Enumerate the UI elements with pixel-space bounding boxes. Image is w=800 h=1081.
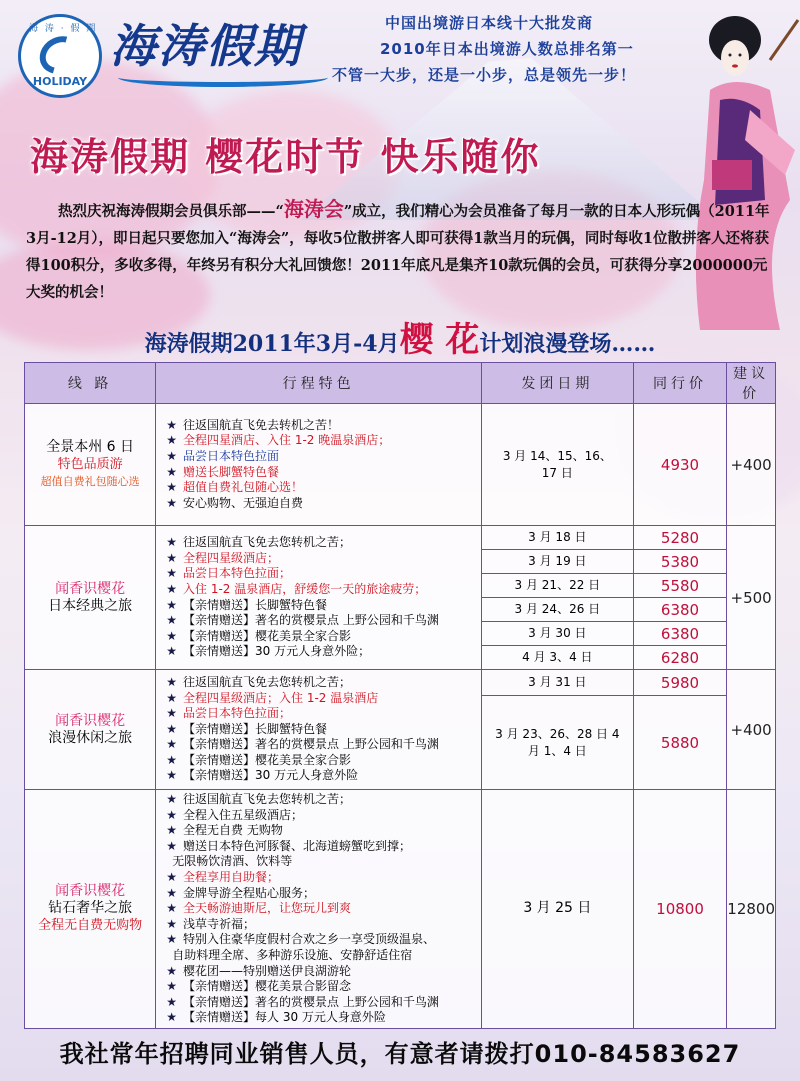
- route-name: 日本经典之旅: [48, 597, 133, 614]
- feature-item: 自助料理全席、多种游乐设施、安静舒适住宿: [172, 947, 413, 962]
- star-icon: ★: [166, 752, 177, 767]
- brand-swoosh: [118, 68, 328, 87]
- intro-part2: ”成立，我们精心为会员准备了每月一款的日本人形玩偶（2011年3月-12月），即日起只要您加入“海涛会”，每收5位散拼客人即可获得1款当月的玩偶，同时每收1位散拼客人还将获得100积分，多收多得，年终另有积分大礼回馈您！2011年底凡是集齐10款玩偶的会员，可获得分享2000000元大奖的机会！: [26, 203, 770, 301]
- feature-item: ★ 品尝日本特色拉面；: [166, 566, 292, 581]
- feature-item: ★ 全程四星酒店、入住 1-2 晚温泉酒店；: [166, 433, 391, 448]
- intro-paragraph: [26, 196, 770, 306]
- feature-item: ★ 入住 1-2 温泉酒店，舒缓您一天的旅途疲劳；: [166, 581, 427, 596]
- logo-emblem: [18, 14, 102, 98]
- header-suggested-price: 建议价: [727, 363, 776, 404]
- table-row: [25, 404, 776, 526]
- price-cell: 6280: [633, 646, 727, 670]
- price-cell: 5580: [633, 574, 727, 598]
- route-name: 全景本州 6 日: [46, 439, 135, 455]
- headline-pre: 海涛假期2011年3月-4月: [144, 331, 400, 357]
- date-cell: 3 月 25 日: [481, 790, 633, 1029]
- star-icon: ★: [166, 963, 177, 978]
- price-cell: 6380: [633, 622, 727, 646]
- feature-item: ★ 浅草寺祈福；: [166, 916, 256, 931]
- star-icon: ★: [166, 823, 177, 838]
- star-icon: ★: [166, 613, 177, 628]
- star-icon: ★: [166, 901, 177, 916]
- feature-item: ★ 往返国航直飞免去您转机之苦；: [166, 674, 352, 689]
- feature-item: ★ 【亲情赠送】著名的赏樱景点 上野公园和千鸟渊: [166, 613, 439, 628]
- feature-item: ★ 樱花团——特别赠送伊良湖游轮: [166, 963, 352, 978]
- price-cell: 4930: [633, 404, 727, 526]
- star-icon: ★: [166, 448, 177, 463]
- star-icon: ★: [166, 994, 177, 1009]
- star-icon: ★: [166, 869, 177, 884]
- star-icon: ★: [166, 885, 177, 900]
- feature-item: ★ 赠送长脚蟹特色餐: [166, 464, 280, 479]
- suggested-price-cell: 12800: [727, 790, 776, 1029]
- intro-part1: 热烈庆祝海涛假期会员俱乐部——“: [58, 203, 284, 220]
- route-name: 钻石奢华之旅: [48, 900, 133, 917]
- date-cell: 3 月 19 日: [481, 550, 633, 574]
- route-cell: [25, 790, 156, 1029]
- table-row: [25, 670, 776, 696]
- date-cell: 4 月 3、4 日: [481, 646, 633, 670]
- star-icon: ★: [166, 433, 177, 448]
- star-icon: ★: [166, 807, 177, 822]
- tagline-2: 2010年日本出境游人数总排名第一: [380, 40, 634, 58]
- star-icon: ★: [166, 566, 177, 581]
- feature-item: ★ 全程四星级酒店；入住 1-2 温泉酒店: [166, 690, 379, 705]
- feature-item: ★ 往返国航直飞免去转机之苦！: [166, 417, 340, 432]
- tagline-3: 不管一大步，还是一小步，总是领先一步！: [332, 66, 637, 84]
- suggested-price-cell: +400: [727, 670, 776, 790]
- logo-sub-text: HOLIDAY: [32, 75, 88, 88]
- price-cell: 5880: [633, 696, 727, 790]
- star-icon: ★: [166, 706, 177, 721]
- features-cell: [156, 404, 482, 526]
- tagline-1: 中国出境游日本线十大批发商: [385, 14, 594, 32]
- feature-item: ★ 赠送日本特色河豚餐、北海道螃蟹吃到撑；: [166, 838, 412, 853]
- date-cell: 3 月 31 日: [481, 670, 633, 696]
- star-icon: ★: [166, 597, 177, 612]
- star-icon: ★: [166, 768, 177, 783]
- star-icon: ★: [166, 737, 177, 752]
- price-cell: 10800: [633, 790, 727, 1029]
- headline-sakura: 樱 花: [399, 320, 480, 360]
- feature-item: ★ 【亲情赠送】著名的赏樱景点 上野公园和千鸟渊: [166, 737, 439, 752]
- feature-item: ★ 全程无自费 无购物: [166, 823, 283, 838]
- date-cell: 3 月 21、22 日: [481, 574, 633, 598]
- feature-item: ★ 【亲情赠送】樱花美景全家合影: [166, 628, 352, 643]
- feature-item: ★ 安心购物、无强迫自费: [166, 495, 304, 510]
- feature-item: ★ 【亲情赠送】樱花美景全家合影: [166, 752, 352, 767]
- suggested-price-cell: +500: [727, 526, 776, 670]
- itinerary-table: [24, 362, 776, 1029]
- feature-item: ★ 全程四星级酒店；: [166, 550, 280, 565]
- logo-arc-text: 海 涛 · 假 期: [29, 24, 98, 34]
- feature-item: ★ 金牌导游全程贴心服务；: [166, 885, 316, 900]
- brand-name: 海涛假期: [110, 19, 302, 73]
- star-icon: ★: [166, 916, 177, 931]
- feature-item: ★ 【亲情赠送】30 万元人身意外险: [166, 768, 359, 783]
- feature-item: ★ 全程入住五星级酒店；: [166, 807, 304, 822]
- feature-item: ★ 全程享用自助餐；: [166, 869, 280, 884]
- route-cell: [25, 404, 156, 526]
- star-icon: ★: [166, 464, 177, 479]
- star-icon: ★: [166, 535, 177, 550]
- header-agent-price: 同行价: [633, 363, 727, 404]
- table-row: [25, 790, 776, 1029]
- star-icon: ★: [166, 838, 177, 853]
- feature-item: ★ 特别入住豪华度假村合欢之乡一享受顶级温泉、: [166, 932, 436, 947]
- date-cell: 3 月 18 日: [481, 526, 633, 550]
- price-cell: 5280: [633, 526, 727, 550]
- club-name: 海涛会: [283, 197, 344, 221]
- features-cell: [156, 670, 482, 790]
- date-cell: 3 月 24、26 日: [481, 598, 633, 622]
- feature-item: ★ 【亲情赠送】长脚蟹特色餐: [166, 597, 328, 612]
- star-icon: ★: [166, 480, 177, 495]
- recruitment-footer: 我社常年招聘同业销售人员，有意者请拨打010-84583627: [59, 1040, 741, 1068]
- route-sub: 特色品质游: [57, 457, 123, 472]
- feature-item: ★ 全天畅游迪斯尼，让您玩儿到爽: [166, 901, 352, 916]
- feature-item: 无限畅饮清酒、饮料等: [172, 854, 293, 869]
- route-sub: 全程无自费无购物: [38, 918, 143, 934]
- star-icon: ★: [166, 628, 177, 643]
- header-date: 发团日期: [481, 363, 633, 404]
- route-name: 浪漫休闲之旅: [48, 729, 133, 746]
- slogan-banner: 海涛假期 樱花时节 快乐随你: [30, 135, 541, 179]
- table-row: [25, 526, 776, 550]
- star-icon: ★: [166, 932, 177, 947]
- feature-item: ★ 品尝日本特色拉面: [166, 448, 280, 463]
- route-sub: 超值自费礼包随心选: [40, 475, 140, 488]
- feature-item: ★ 往返国航直飞免去您转机之苦；: [166, 535, 352, 550]
- feature-item: ★ 【亲情赠送】每人 30 万元人身意外险: [166, 1010, 386, 1025]
- date-cell: 3 月 30 日: [481, 622, 633, 646]
- star-icon: ★: [166, 721, 177, 736]
- star-icon: ★: [166, 581, 177, 596]
- campaign-headline: [0, 312, 800, 361]
- date-cell: 3 月 14、15、16、17 日: [481, 404, 633, 526]
- price-cell: 5980: [633, 670, 727, 696]
- feature-item: ★ 【亲情赠送】樱花美景合影留念: [166, 979, 352, 994]
- route-cell: [25, 670, 156, 790]
- feature-item: ★ 往返国航直飞免去您转机之苦；: [166, 792, 352, 806]
- feature-item: ★ 【亲情赠送】著名的赏樱景点 上野公园和千鸟渊: [166, 994, 439, 1009]
- star-icon: ★: [166, 792, 177, 806]
- date-cell: 3 月 23、26、28 日 4 月 1、4 日: [481, 696, 633, 790]
- star-icon: ★: [166, 674, 177, 689]
- feature-item: ★ 【亲情赠送】长脚蟹特色餐: [166, 721, 328, 736]
- features-cell: [156, 526, 482, 670]
- feature-item: ★ 超值自费礼包随心选！: [166, 480, 304, 495]
- route-name: 闻香识樱花: [55, 883, 126, 900]
- star-icon: ★: [166, 550, 177, 565]
- headline-post: 计划浪漫登场……: [479, 331, 656, 357]
- header-route: 线 路: [25, 363, 156, 404]
- header-features: 行程特色: [156, 363, 482, 404]
- table-header-row: [25, 363, 776, 404]
- star-icon: ★: [166, 690, 177, 705]
- price-cell: 6380: [633, 598, 727, 622]
- price-cell: 5380: [633, 550, 727, 574]
- star-icon: ★: [166, 979, 177, 994]
- wave-icon: [33, 29, 87, 81]
- star-icon: ★: [166, 495, 177, 510]
- feature-item: ★ 【亲情赠送】30 万元人身意外险；: [166, 644, 371, 659]
- route-name: 闻香识樱花: [55, 712, 126, 729]
- features-cell: [156, 790, 482, 1029]
- suggested-price-cell: +400: [727, 404, 776, 526]
- star-icon: ★: [166, 644, 177, 659]
- route-cell: [25, 526, 156, 670]
- star-icon: ★: [166, 1010, 177, 1025]
- feature-item: ★ 品尝日本特色拉面；: [166, 706, 292, 721]
- star-icon: ★: [166, 417, 177, 432]
- route-name: 闻香识樱花: [55, 580, 126, 597]
